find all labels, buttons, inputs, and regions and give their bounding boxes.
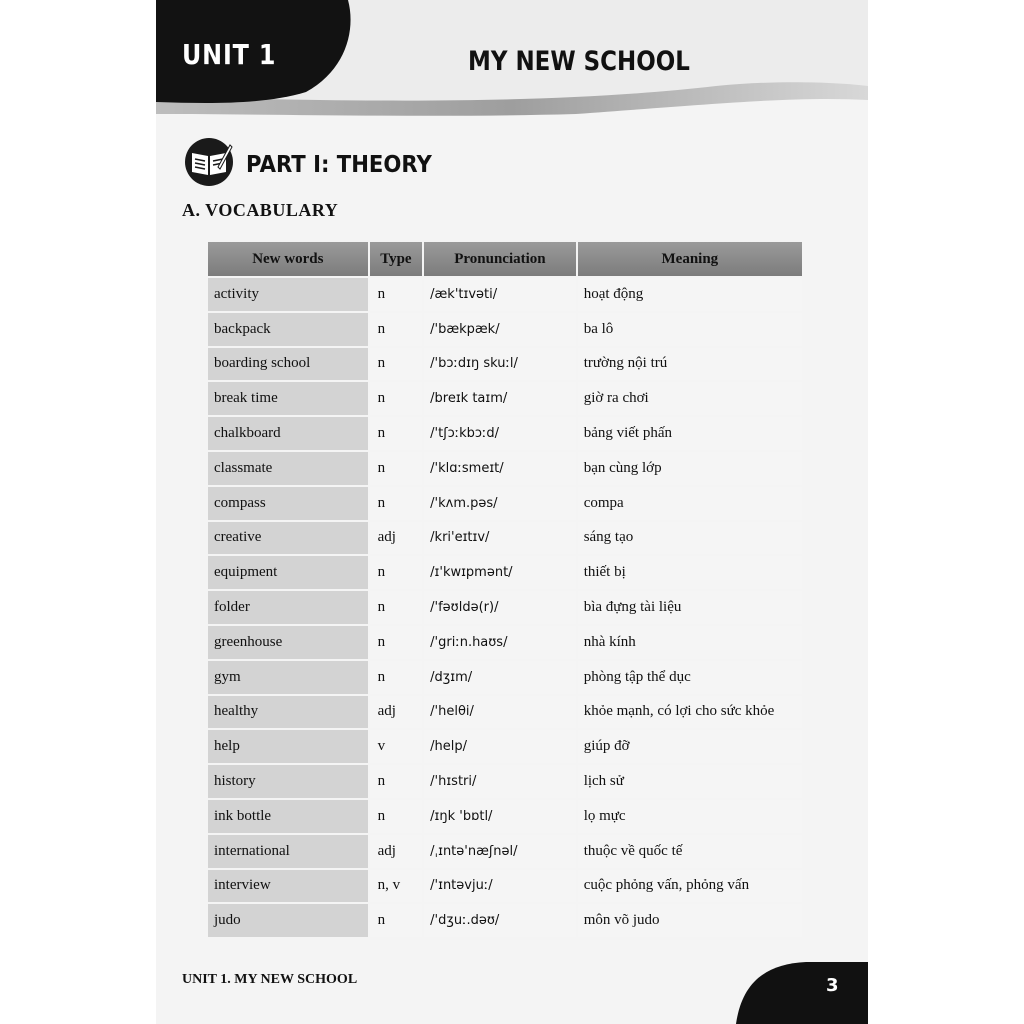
table-body [208, 278, 802, 937]
table-row [208, 696, 802, 729]
cell-word: break time [208, 382, 368, 415]
cell-type: adj [370, 522, 423, 555]
part-title: PART I: THEORY [246, 152, 432, 178]
page-number-tab [736, 962, 868, 1024]
cell-type: n [370, 487, 423, 520]
header-new-words: New words [208, 242, 368, 276]
cell-word: folder [208, 591, 368, 624]
table-row [208, 835, 802, 868]
cell-meaning: bạn cùng lớp [578, 452, 802, 485]
header-pronunciation: Pronunciation [424, 242, 576, 276]
cell-meaning: cuộc phỏng vấn, phỏng vấn [578, 870, 802, 903]
cell-word: judo [208, 904, 368, 937]
cell-meaning: lịch sử [578, 765, 802, 798]
cell-pronunciation: /'ɪntəvjuː/ [424, 870, 576, 903]
table-row [208, 522, 802, 555]
cell-word: equipment [208, 556, 368, 589]
cell-type: n [370, 765, 423, 798]
cell-type: n [370, 800, 423, 833]
cell-word: greenhouse [208, 626, 368, 659]
cell-meaning: môn võ judo [578, 904, 802, 937]
cell-pronunciation: /'griːn.haʊs/ [424, 626, 576, 659]
cell-pronunciation: /'klɑːsmeɪt/ [424, 452, 576, 485]
table-row [208, 452, 802, 485]
cell-word: classmate [208, 452, 368, 485]
cell-pronunciation: /'kʌm.pəs/ [424, 487, 576, 520]
cell-meaning: giúp đỡ [578, 730, 802, 763]
cell-type: n [370, 417, 423, 450]
cell-type: n [370, 556, 423, 589]
cell-type: v [370, 730, 423, 763]
cell-meaning: hoạt động [578, 278, 802, 311]
cell-word: creative [208, 522, 368, 555]
cell-meaning: phòng tập thể dục [578, 661, 802, 694]
cell-type: adj [370, 835, 423, 868]
cell-pronunciation: /'helθi/ [424, 696, 576, 729]
cell-pronunciation: /ˌɪntə'næʃnəl/ [424, 835, 576, 868]
header-type: Type [370, 242, 423, 276]
cell-meaning: thuộc về quốc tế [578, 835, 802, 868]
table-row [208, 348, 802, 381]
cell-type: n [370, 661, 423, 694]
table-row [208, 382, 802, 415]
cell-pronunciation: /'hɪstri/ [424, 765, 576, 798]
table-row [208, 278, 802, 311]
table-row [208, 765, 802, 798]
table-row [208, 591, 802, 624]
cell-pronunciation: /ɪŋk 'bɒtl/ [424, 800, 576, 833]
cell-word: history [208, 765, 368, 798]
section-title: A. VOCABULARY [182, 200, 339, 220]
cell-meaning: thiết bị [578, 556, 802, 589]
cell-word: backpack [208, 313, 368, 346]
cell-word: chalkboard [208, 417, 368, 450]
cell-meaning: compa [578, 487, 802, 520]
cell-pronunciation: /'bɔːdɪŋ skuːl/ [424, 348, 576, 381]
cell-type: n [370, 904, 423, 937]
cell-meaning: ba lô [578, 313, 802, 346]
cell-pronunciation: /'dʒuː.dəʊ/ [424, 904, 576, 937]
cell-meaning: lọ mực [578, 800, 802, 833]
header-meaning: Meaning [578, 242, 802, 276]
table-row [208, 904, 802, 937]
cell-meaning: bìa đựng tài liệu [578, 591, 802, 624]
cell-meaning: trường nội trú [578, 348, 802, 381]
cell-pronunciation: /breɪk taɪm/ [424, 382, 576, 415]
table-row [208, 626, 802, 659]
table-row [208, 870, 802, 903]
cell-pronunciation: /ɪ'kwɪpmənt/ [424, 556, 576, 589]
open-book-pen-icon [184, 137, 234, 187]
cell-type: n [370, 348, 423, 381]
cell-type: n [370, 591, 423, 624]
cell-type: n [370, 626, 423, 659]
page-number: 3 [826, 975, 839, 996]
table-header-row [208, 242, 802, 276]
table-row [208, 556, 802, 589]
cell-pronunciation: /'bækpæk/ [424, 313, 576, 346]
cell-word: gym [208, 661, 368, 694]
cell-pronunciation: /help/ [424, 730, 576, 763]
cell-word: activity [208, 278, 368, 311]
cell-word: help [208, 730, 368, 763]
vocabulary-table [206, 240, 804, 939]
cell-type: n, v [370, 870, 423, 903]
table-row [208, 800, 802, 833]
cell-pronunciation: /dʒɪm/ [424, 661, 576, 694]
unit-label: UNIT 1 [182, 38, 277, 71]
table-row [208, 730, 802, 763]
cell-pronunciation: /'tʃɔːkbɔːd/ [424, 417, 576, 450]
table-row [208, 417, 802, 450]
cell-type: n [370, 382, 423, 415]
cell-word: international [208, 835, 368, 868]
cell-word: healthy [208, 696, 368, 729]
table-row [208, 661, 802, 694]
cell-meaning: nhà kính [578, 626, 802, 659]
cell-pronunciation: /æk'tɪvəti/ [424, 278, 576, 311]
cell-pronunciation: /kri'eɪtɪv/ [424, 522, 576, 555]
cell-word: ink bottle [208, 800, 368, 833]
cell-type: n [370, 452, 423, 485]
cell-type: n [370, 313, 423, 346]
cell-type: n [370, 278, 423, 311]
cell-meaning: khỏe mạnh, có lợi cho sức khỏe [578, 696, 802, 729]
unit-title: MY NEW SCHOOL [468, 46, 690, 77]
cell-meaning: giờ ra chơi [578, 382, 802, 415]
table-row [208, 313, 802, 346]
cell-meaning: bảng viết phấn [578, 417, 802, 450]
cell-word: boarding school [208, 348, 368, 381]
cell-type: adj [370, 696, 423, 729]
footer-unit-title: UNIT 1. MY NEW SCHOOL [182, 972, 358, 987]
cell-word: interview [208, 870, 368, 903]
cell-pronunciation: /'fəʊldə(r)/ [424, 591, 576, 624]
cell-meaning: sáng tạo [578, 522, 802, 555]
cell-word: compass [208, 487, 368, 520]
table-row [208, 487, 802, 520]
